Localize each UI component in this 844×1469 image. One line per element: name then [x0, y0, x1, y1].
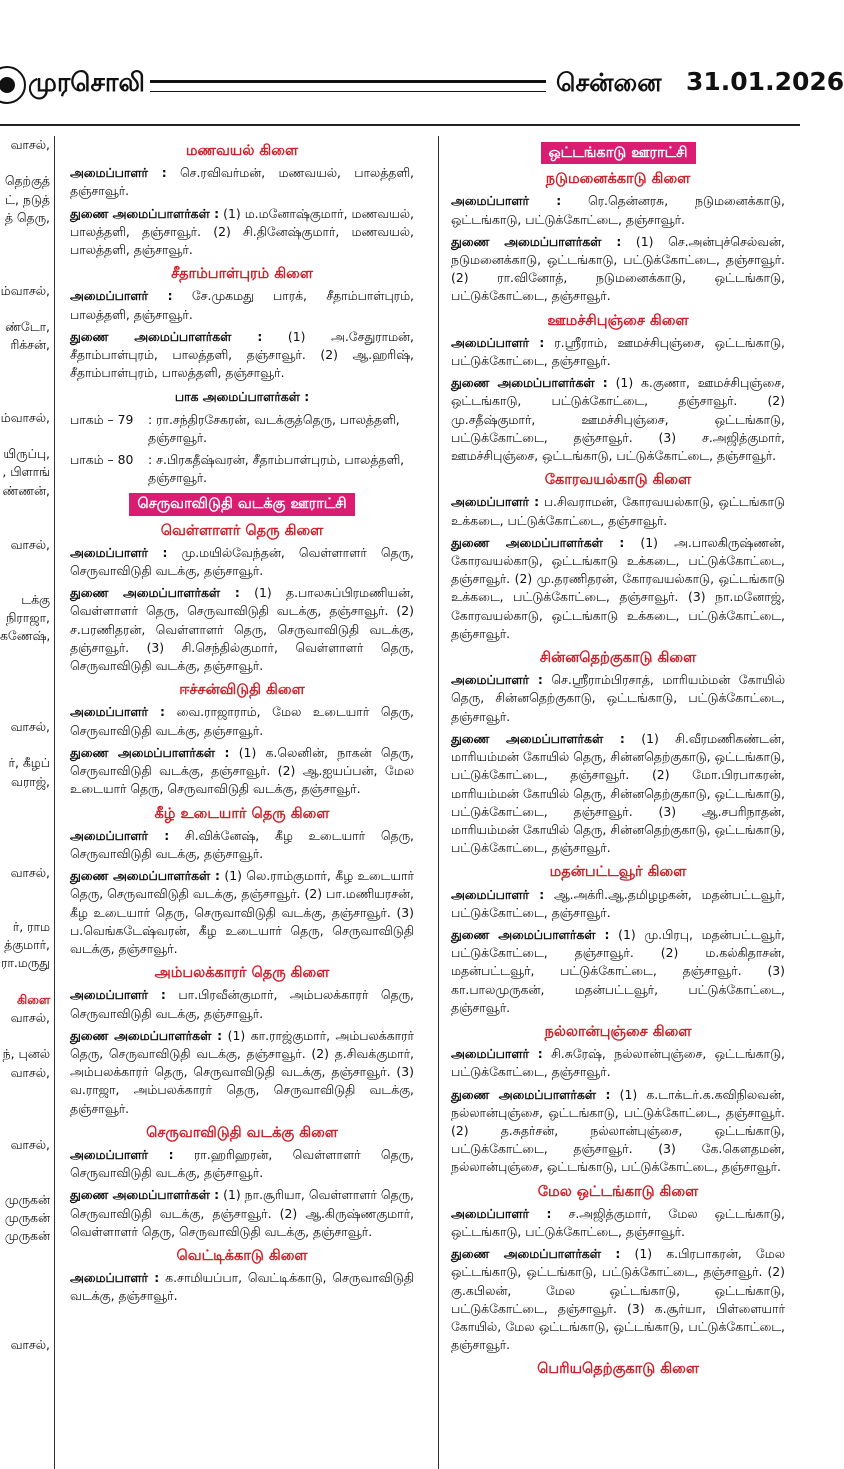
office-bearer-entry: [451, 1086, 785, 1177]
role-label: அமைப்பாளர் :: [70, 827, 170, 843]
role-label: துணை அமைப்பாளர்கள் :: [451, 534, 625, 550]
role-label: துணை அமைப்பாளர்கள் :: [70, 744, 230, 760]
left-stub-text: ண்டோ,: [5, 318, 50, 334]
left-stub-text: ட், நடுத்: [5, 191, 50, 207]
left-stub-text: ந், புனல்: [2, 1046, 50, 1062]
left-stub-text: முருகன்: [4, 1191, 50, 1207]
member-details: ரெ.தென்னரசு, நடுமனைக்காடு, ஒட்டங்காடு, பட்டுக்கோட்டை, தஞ்சாவூர்.: [451, 193, 786, 227]
left-stub-text: , பிளாங்: [2, 464, 50, 480]
member-details: வை.ராஜாராம், மேல உடையார் தெரு, செருவாவிடுதி வடக்கு, தஞ்சாவூர்.: [70, 704, 414, 738]
left-stub-text: [0, 1118, 54, 1136]
part-organiser-row: [70, 411, 414, 447]
left-stub-text: ரா.மருது: [0, 955, 50, 971]
member-details: செ.ரவிவர்மன், மணவயல், பாலத்தளி, தஞ்சாவூர்.: [70, 165, 414, 199]
left-stub-text: தெற்குத்: [4, 173, 50, 189]
left-stub-text: [0, 263, 54, 281]
role-label: அமைப்பாளர் :: [451, 193, 562, 209]
part-number: பாகம் – 80: [70, 452, 134, 468]
office-bearer-entry: [70, 744, 414, 799]
left-stub-text: [0, 300, 54, 318]
left-stub-text: [0, 1318, 54, 1336]
office-bearer-entry: [70, 986, 414, 1022]
paper-name: முரசொலி: [28, 68, 145, 98]
member-details: (1) அ.பாலகிருஷ்ணன், கோரவயல்காடு, ஒட்டங்காடு உக்கடை, பட்டுக்கோட்டை, தஞ்சாவூர். (2) மு.தரணிதரன், கோரவயல்காடு, ஒட்டங்காடு உக்கடை, பட்டுக்கோட்டை, தஞ்சாவூர். (3) நா.மனோஜ், கோரவயல்காடு, ஒட்டங்காடு உக்கடை, பட்டுக்கோட்டை, தஞ்சாவூர்.: [451, 534, 785, 641]
branch-heading: அம்பலக்காரர் தெரு கிளை: [154, 965, 330, 982]
member-details: (1) சி.வீரமணிகண்டன், மாரியம்மன் கோயில் தெரு, சின்னதெற்குகாடு, ஒட்டங்காடு, பட்டுக்கோட்டை, தஞ்சாவூர். (2) மோ.பிரபாகரன், மாரியம்மன் கோயில் தெரு, சின்னதெற்குகாடு, ஒட்டங்காடு, பட்டுக்கோட்டை, தஞ்சாவூர். (3) ஆ.சபரிநாதன், மாரியம்மன் கோயில் தெரு, சின்னதெற்குகாடு, ஒட்டங்காடு, பட்டுக்கோட்டை, தஞ்சாவூர்.: [451, 730, 785, 856]
left-stub-text: த் தெரு,: [4, 209, 50, 225]
branch-heading: வெட்டிக்காடு கிளை: [176, 1247, 308, 1264]
left-stub-text: [0, 391, 54, 409]
office-bearer-entry: [70, 867, 414, 958]
role-label: அமைப்பாளர் :: [451, 1205, 552, 1221]
member-details: (1) க.குணா, ஊமச்சிபுஞ்சை, ஒட்டங்காடு, பட்டுக்கோட்டை, தஞ்சாவூர். (2) மு.சதீஷ்குமார், ஊமச்சிபுஞ்சை, ஒட்டங்காடு, பட்டுக்கோட்டை, தஞ்சாவூர். (3) ச.அஜித்குமார், ஊமச்சிபுஞ்சை, ஒட்டங்காடு, பட்டுக்கோட்டை, தஞ்சாவூர்.: [451, 375, 785, 464]
office-bearer-entry: [70, 1186, 414, 1241]
left-stub-text: யிருப்பு,: [3, 446, 50, 462]
left-stub-text: [0, 372, 54, 390]
left-stub-text: [0, 1082, 54, 1100]
member-details: (1) ம.மனோஷ்குமார், மணவயல், பாலத்தளி, தஞ்சாவூர். (2) சி.தினேஷ்குமார், மணவயல், பாலத்தளி, தஞ்சாவூர்.: [70, 205, 414, 258]
left-stub-text: வாசல்,: [10, 1137, 50, 1153]
role-label: துணை அமைப்பாளர்கள் :: [451, 926, 610, 942]
middle-column: [70, 136, 414, 1469]
member-details: (1) செ.அன்புச்செல்வன், நடுமனைக்காடு, ஒட்டங்காடு, பட்டுக்கோட்டை, தஞ்சாவூர். (2) ரா.வினோத், நடுமனைக்காடு, ஒட்டங்காடு, பட்டுக்கோட்டை, தஞ்சாவூர்.: [451, 233, 785, 304]
left-stub-text: [0, 736, 54, 754]
member-details: (1) த.பாலசுப்பிரமணியன், வெள்ளாளர் தெரு, செருவாவிடுதி வடக்கு, தஞ்சாவூர். (2) ச.பரணிதரன், வெள்ளாளர் தெரு, செருவாவிடுதி வடக்கு, தஞ்சாவூர். (3) சி.செந்தில்குமார், வெள்ளாளர் தெரு, செருவாவிடுதி வடக்கு, தஞ்சாவூர்.: [70, 585, 414, 674]
office-bearer-entry: [451, 671, 785, 726]
panchayat-banner: செருவாவிடுதி வடக்கு ஊராட்சி: [129, 493, 354, 515]
left-stub-text: கணேஷ்,: [0, 628, 51, 644]
left-stub-text: முருகன்: [4, 1210, 50, 1226]
left-stub-text: [0, 573, 54, 591]
left-stub-text: [0, 427, 54, 445]
member-details: (1) க.லெனின், நாகன் தெரு, செருவாவிடுதி வடக்கு, தஞ்சாவூர். (2) ஆ.ஐயப்பன், மேல உடையார் தெரு, செருவாவிடுதி வடக்கு, தஞ்சாவூர்.: [70, 744, 414, 797]
branch-heading: ஈச்சன்விடுதி கிளை: [179, 682, 305, 699]
left-stub-text: ம்வாசல்,: [0, 409, 50, 425]
role-label: அமைப்பாளர் :: [70, 1146, 174, 1162]
right-column: [438, 136, 785, 1469]
member-details: சே.முகமது பாரக், சீதாம்பாள்புரம், பாலத்தளி, தஞ்சாவூர்.: [70, 288, 414, 322]
member-details: (1) அ.சேதுராமன், சீதாம்பாள்புரம், பாலத்தளி, தஞ்சாவூர். (2) ஆ.ஹரிஷ், சீதாம்பாள்புரம், பாலத்தளி, தஞ்சாவூர்.: [70, 328, 414, 381]
office-bearer-entry: [70, 205, 414, 260]
office-bearer-entry: [70, 328, 414, 383]
branch-heading: வெள்ளாளர் தெரு கிளை: [160, 522, 324, 539]
left-stub-text: [0, 645, 54, 663]
left-stub-text: [0, 1100, 54, 1118]
office-bearer-entry: [451, 1045, 785, 1081]
left-stub-text: [0, 227, 54, 245]
left-stub-text: [0, 500, 54, 518]
member-details: ச.அஜித்குமார், மேல ஒட்டங்காடு, ஒட்டங்காடு, பட்டுக்கோட்டை, தஞ்சாவூர்.: [451, 1205, 785, 1239]
role-label: துணை அமைப்பாளர்கள் :: [451, 730, 625, 746]
left-stub-text: [0, 791, 54, 809]
office-bearer-entry: [451, 730, 785, 857]
branch-heading: கீழ் உடையார் தெரு கிளை: [154, 805, 330, 822]
member-details: (1) நா.சூரியா, வெள்ளாளர் தெரு, செருவாவிடுதி வடக்கு, தஞ்சாவூர். (2) ஆ.கிருஷ்ணகுமார், வெள்ளாளர் தெரு, செருவாவிடுதி வடக்கு, தஞ்சாவூர்.: [70, 1187, 414, 1239]
role-label: துணை அமைப்பாளர்கள் :: [451, 375, 608, 391]
left-stub-text: கிளை: [16, 991, 50, 1007]
office-bearer-entry: [70, 1027, 414, 1118]
role-label: துணை அமைப்பாளர்கள் :: [70, 1187, 220, 1203]
member-details: ர.ஸ்ரீராம், ஊமச்சிபுஞ்சை, ஒட்டங்காடு, பட்டுக்கோட்டை, தஞ்சாவூர்.: [451, 334, 785, 369]
left-stub-text: [0, 700, 54, 718]
left-stub-text: நிராஜா,: [6, 609, 50, 625]
office-bearer-entry: [451, 1245, 785, 1354]
part-number: பாகம் – 79: [70, 411, 134, 427]
left-stub-text: [0, 1264, 54, 1282]
edition-date: 31.01.2026: [686, 67, 844, 96]
branch-heading: நல்லான்புஞ்சை கிளை: [544, 1023, 692, 1040]
part-organisers-heading: பாக அமைப்பாளர்கள் :: [174, 389, 310, 405]
member-details: செ.ஸ்ரீராம்பிரசாத், மாரியம்மன் கோயில் தெரு, சின்னதெற்குகாடு, ஒட்டங்காடு, பட்டுக்கோட்டை, தஞ்சாவூர்.: [451, 672, 785, 724]
left-stub-text: [0, 882, 54, 900]
branch-heading: மணவயல் கிளை: [185, 143, 299, 159]
member-details: ஆ.அக்ரி.ஆ.தமிழழகன், மதன்பட்டவூர், பட்டுக்கோட்டை, தஞ்சாவூர்.: [451, 886, 786, 920]
left-stub-text: வராஜ்,: [10, 773, 50, 789]
left-stub-text: [0, 1027, 54, 1045]
left-stub-text: [0, 682, 54, 700]
office-bearer-entry: [451, 886, 785, 922]
office-bearer-entry: [451, 334, 785, 370]
role-label: துணை அமைப்பாளர்கள் :: [70, 328, 263, 344]
role-label: அமைப்பாளர் :: [70, 987, 166, 1003]
left-stub-text: வாசல்,: [10, 537, 50, 553]
member-details: ரா.ஹரிஹரன், வெள்ளாளர் தெரு, செருவாவிடுதி வடக்கு, தஞ்சாவூர்.: [70, 1146, 414, 1181]
office-bearer-entry: [451, 534, 785, 643]
role-label: அமைப்பாளர் :: [451, 334, 545, 350]
masthead-rule: [150, 80, 546, 92]
office-bearer-entry: [451, 926, 785, 1017]
part-organiser-details: : ச.பிரகதீஷ்வரன், சீதாம்பாள்புரம், பாலத்தளி, தஞ்சாவூர்.: [148, 452, 405, 486]
role-label: துணை அமைப்பாளர்கள் :: [70, 1027, 223, 1043]
left-stub-text: [0, 518, 54, 536]
office-bearer-entry: [70, 827, 414, 863]
office-bearer-entry: [70, 1269, 414, 1305]
office-bearer-entry: [70, 703, 414, 739]
left-stub-text: [0, 1245, 54, 1263]
role-label: அமைப்பாளர் :: [70, 288, 173, 304]
left-stub-text: [0, 973, 54, 991]
branch-heading: கோரவயல்காடு கிளை: [544, 472, 692, 489]
member-details: (1) மு.பிரபு, மதன்பட்டவூர், பட்டுக்கோட்டை, தஞ்சாவூர். (2) ம.கல்கிதாசன், மதன்பட்டவூர், பட்டுக்கோட்டை, தஞ்சாவூர். (3) கா.பாலமுருகன், மதன்பட்டவூர், பட்டுக்கோட்டை, தஞ்சாவூர்.: [451, 926, 785, 1015]
member-details: (1) கா.ராஜ்குமார், அம்பலக்காரர் தெரு, செருவாவிடுதி வடக்கு, தஞ்சாவூர். (2) த.சிவக்குமார், அம்பலக்காரர் தெரு, செருவாவிடுதி வடக்கு, தஞ்சாவூர். (3) வ.ராஜா, அம்பலக்காரர் தெரு, செருவாவிடுதி வடக்கு, தஞ்சாவூர்.: [70, 1027, 415, 1116]
left-stub-text: [0, 1173, 54, 1191]
member-details: சி.சுரேஷ், நல்லான்புஞ்சை, ஒட்டங்காடு, பட்டுக்கோட்டை, தஞ்சாவூர்.: [451, 1046, 785, 1080]
office-bearer-entry: [451, 374, 785, 465]
member-details: (1) லெ.ராம்குமார், கீழ உடையார் தெரு, செருவாவிடுதி வடக்கு, தஞ்சாவூர். (2) பா.மணியரசன், கீழ உடையார் தெரு, செருவாவிடுதி வடக்கு, தஞ்சாவூர். (3) ப.வெங்கடேஷ்வரன், கீழ உடையார் தெரு, செருவாவிடுதி வடக்கு, தஞ்சாவூர்.: [70, 868, 414, 956]
role-label: அமைப்பாளர் :: [70, 165, 167, 181]
left-stub-text: [0, 845, 54, 863]
office-bearer-entry: [451, 493, 785, 529]
left-stub-text: [0, 900, 54, 918]
office-bearer-entry: [70, 287, 414, 323]
left-stub-text: டக்கு: [21, 591, 50, 607]
role-label: அமைப்பாளர் :: [451, 672, 543, 688]
panchayat-banner: ஒட்டங்காடு ஊராட்சி: [541, 142, 696, 164]
left-stub-text: வாசல்,: [10, 719, 50, 734]
part-organiser-row: [70, 451, 414, 487]
left-stub-text: ர், கீழப்: [8, 755, 50, 771]
member-details: மு.மயில்வேந்தன், வெள்ளாளர் தெரு, செருவாவிடுதி வடக்கு, தஞ்சாவூர்.: [70, 544, 414, 579]
branch-heading: சீதாம்பாள்புரம் கிளை: [171, 266, 313, 283]
role-label: அமைப்பாளர் :: [70, 704, 165, 720]
role-label: துணை அமைப்பாளர்கள் :: [70, 868, 220, 884]
left-stub-text: ரிக்சன்,: [10, 337, 50, 353]
office-bearer-entry: [451, 233, 785, 306]
office-bearer-entry: [70, 544, 414, 580]
left-stub-text: [0, 554, 54, 572]
part-organiser-details: : ரா.சந்திரசேகரன், வடக்குத்தெரு, பாலத்தளி, தஞ்சாவூர்.: [148, 411, 400, 445]
office-bearer-entry: [70, 1146, 414, 1182]
left-stub-text: [0, 245, 54, 263]
member-details: சி.விக்னேஷ், கீழ உடையார் தெரு, செருவாவிடுதி வடக்கு, தஞ்சாவூர்.: [70, 827, 414, 861]
left-column-fragment: [0, 136, 55, 1469]
left-stub-text: [0, 1155, 54, 1173]
left-stub-text: வாசல்,: [10, 1337, 50, 1353]
left-stub-text: வாசல்,: [10, 1064, 50, 1080]
role-label: துணை அமைப்பாளர்கள் :: [451, 1086, 611, 1102]
left-stub-text: [0, 154, 54, 172]
left-stub-text: வாசல்,: [10, 137, 50, 152]
branch-heading: ஊமச்சிபுஞ்சை கிளை: [547, 312, 689, 329]
role-label: துணை அமைப்பாளர்கள் :: [70, 585, 240, 601]
role-label: துணை அமைப்பாளர்கள் :: [451, 1246, 621, 1262]
masthead: [0, 56, 844, 116]
branch-heading: நடுமனைக்காடு கிளை: [545, 171, 691, 188]
office-bearer-entry: [70, 164, 414, 200]
branch-heading: மேல ஒட்டங்காடு கிளை: [537, 1183, 699, 1200]
office-bearer-entry: [451, 192, 785, 228]
office-bearer-entry: [451, 1205, 785, 1241]
member-details: ப.சிவராமன், கோரவயல்காடு, ஒட்டங்காடு உக்கடை, பட்டுக்கோட்டை, தஞ்சாவூர்.: [451, 494, 785, 528]
masthead-divider: [0, 124, 800, 126]
left-stub-text: [0, 663, 54, 681]
left-stub-text: ண்ணன்,: [2, 482, 50, 498]
member-details: (1) க.பிரபாகரன், மேல ஒட்டங்காடு, ஒட்டங்காடு, பட்டுக்கோட்டை, தஞ்சாவூர். (2) கு.கபிலன், மேல ஒட்டங்காடு, ஒட்டங்காடு, பட்டுக்கோட்டை, தஞ்சாவூர். (3) க.சூர்யா, பிள்ளையார் கோயில், மேல ஒட்டங்காடு, ஒட்டங்காடு, பட்டுக்கோட்டை, தஞ்சாவூர்.: [451, 1246, 785, 1353]
member-details: பா.பிரவீன்குமார், அம்பலக்காரர் தெரு, செருவாவிடுதி வடக்கு, தஞ்சாவூர்.: [70, 987, 414, 1021]
role-label: அமைப்பாளர் :: [451, 1046, 543, 1062]
role-label: அமைப்பாளர் :: [70, 544, 168, 560]
left-stub-text: [0, 827, 54, 845]
role-label: அமைப்பாளர் :: [70, 1270, 160, 1286]
branch-heading: மதன்பட்டவூர் கிளை: [549, 864, 687, 881]
left-stub-text: வாசல்,: [10, 1010, 50, 1025]
left-stub-text: முருகன்: [4, 1228, 50, 1244]
branch-heading: பெரியதெற்குகாடு கிளை: [537, 1361, 699, 1378]
left-stub-text: [0, 809, 54, 827]
member-details: (1) க.டாக்டர்.க.கவிநிலவன், நல்லான்புஞ்சை, ஒட்டங்காடு, பட்டுக்கோட்டை, தஞ்சாவூர். (2) த.சுதர்சன், நல்லான்புஞ்சை, ஒட்டங்காடு, பட்டுக்கோட்டை, தஞ்சாவூர். (3) கே.கௌதமன், நல்லான்புஞ்சை, ஒட்டங்காடு, பட்டுக்கோட்டை, தஞ்சாவூர்.: [451, 1086, 785, 1175]
left-stub-text: வாசல்,: [10, 864, 50, 880]
sun-logo-icon: [0, 66, 26, 104]
edition-city: சென்னை: [556, 68, 662, 97]
left-stub-text: [0, 1282, 54, 1300]
left-stub-text: த்குமார்,: [4, 937, 50, 953]
role-label: அமைப்பாளர் :: [451, 494, 540, 510]
branch-heading: சின்னதெற்குகாடு கிளை: [539, 650, 697, 667]
left-stub-text: [0, 354, 54, 372]
role-label: துணை அமைப்பாளர்கள் :: [451, 233, 622, 249]
branch-heading: செருவாவிடுதி வடக்கு கிளை: [146, 1124, 338, 1141]
left-stub-text: ம்வாசல்,: [0, 282, 50, 298]
left-stub-text: ர், ராம: [12, 919, 50, 935]
member-details: க.சாமியப்பா, வெட்டிக்காடு, செருவாவிடுதி வடக்கு, தஞ்சாவூர்.: [70, 1270, 414, 1304]
role-label: துணை அமைப்பாளர்கள் :: [70, 205, 220, 221]
left-stub-text: [0, 1300, 54, 1318]
office-bearer-entry: [70, 584, 414, 675]
role-label: அமைப்பாளர் :: [451, 886, 545, 902]
